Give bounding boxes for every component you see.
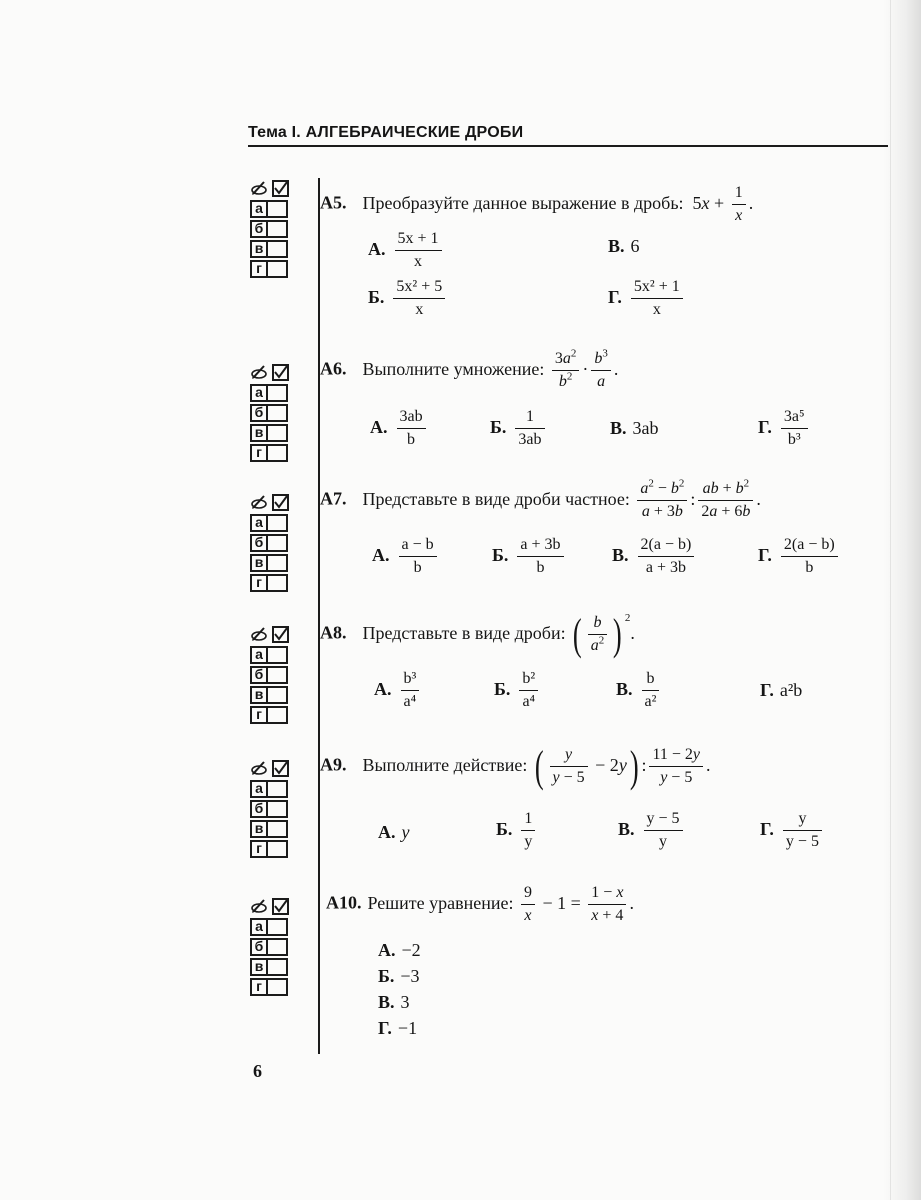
answer-box-g[interactable] (268, 840, 288, 858)
task-number: А5. (320, 192, 347, 213)
task-number: А7. (320, 488, 347, 509)
grid-letter-g: г (250, 574, 268, 592)
option-b: Б. $\frac{1}{3ab}$ (490, 406, 548, 451)
task-statement (320, 741, 711, 791)
option-a: А. −2 (378, 940, 421, 960)
grid-letter-v: в (250, 424, 268, 442)
answer-box-g[interactable] (268, 574, 288, 592)
grid-letter-b: б (250, 938, 268, 956)
answer-grid (250, 624, 300, 724)
header-divider (248, 145, 888, 147)
grid-letter-b: б (250, 534, 268, 552)
page-edge-shadow (883, 0, 921, 1200)
option-a: А. y (378, 822, 410, 842)
grid-letter-v: в (250, 240, 268, 258)
answer-grid (250, 362, 300, 462)
task-statement (320, 182, 753, 227)
task-expression: ( $\frac{b}{a^2}$ ) $^2$. (573, 609, 635, 659)
option-b: Б. $\frac{\text{b²}}{\text{a⁴}}$ (494, 668, 541, 713)
option-g: Г. $\frac{2(a - b)}{b}$ (758, 534, 841, 579)
option-b: Б. −3 (378, 966, 420, 986)
pen-icon (250, 493, 270, 511)
answer-box-g[interactable] (268, 706, 288, 724)
grid-letter-g: г (250, 978, 268, 996)
answer-box-v[interactable] (268, 424, 288, 442)
option-b: Б. $\frac{1}{y}$ (496, 808, 538, 853)
task-instruction: Преобразуйте данное выражение в дробь: (362, 192, 684, 213)
task-instruction: Представьте в виде дроби: (362, 622, 566, 643)
answer-box-a[interactable] (268, 646, 288, 664)
page-number: 6 (253, 1061, 262, 1081)
task-expression: 5x + $\frac{1}{x}$ . (688, 184, 754, 224)
option-v: В. $\frac{2(a - b)}{a + 3b}$ (612, 534, 697, 579)
grid-letter-v: в (250, 686, 268, 704)
grid-letter-a: а (250, 918, 268, 936)
task-statement (320, 348, 618, 393)
pen-icon (250, 179, 270, 197)
grid-letter-v: в (250, 958, 268, 976)
answer-box-b[interactable] (268, 220, 288, 238)
option-v: В. 6 (608, 236, 640, 256)
pen-icon (250, 363, 270, 381)
task-expression: $\frac{9}{x}$ − 1 = $\frac{1 - x}{x + 4}$ . (518, 893, 634, 913)
option-b: Б. $\frac{a + 3b}{b}$ (492, 534, 567, 579)
answer-box-a[interactable] (268, 384, 288, 402)
answer-box-g[interactable] (268, 978, 288, 996)
task-instruction: Выполните умножение: (362, 358, 545, 379)
task-instruction: Выполните действие: (362, 754, 528, 775)
answer-box-v[interactable] (268, 240, 288, 258)
task-number: А10. (326, 892, 362, 913)
grid-letter-a: а (250, 200, 268, 218)
checkbox-tick-icon (272, 626, 289, 643)
option-g: Г. $\frac{\text{3a⁵}}{\text{b³}}$ (758, 406, 811, 451)
grid-letter-b: б (250, 220, 268, 238)
grid-letter-b: б (250, 404, 268, 422)
answer-box-a[interactable] (268, 780, 288, 798)
option-g: Г. −1 (378, 1018, 418, 1038)
task-statement (320, 609, 635, 659)
answer-grid (250, 896, 300, 996)
option-a: А. $\frac{5x + 1}{x}$ (368, 228, 445, 273)
answer-box-b[interactable] (268, 534, 288, 552)
task-instruction: Решите уравнение: (367, 892, 514, 913)
grid-letter-v: в (250, 820, 268, 838)
grid-letter-b: б (250, 800, 268, 818)
answer-box-v[interactable] (268, 958, 288, 976)
task-number: А9. (320, 754, 347, 775)
task-expression: $\frac{a^2 - b^2}{a + 3b}$ : $\frac{ab + b^2}{2a + 6b}$ . (634, 489, 761, 509)
answer-grid (250, 758, 300, 858)
option-g: Г. a²b (760, 680, 803, 700)
answer-box-g[interactable] (268, 260, 288, 278)
answer-grid (250, 178, 300, 278)
answer-box-v[interactable] (268, 686, 288, 704)
checkbox-tick-icon (272, 898, 289, 915)
task-number: А6. (320, 358, 347, 379)
page-edge-line (890, 0, 891, 1200)
option-v: В. $\frac{b}{\text{a²}}$ (616, 668, 662, 713)
grid-letter-g: г (250, 706, 268, 724)
option-b: Б. $\frac{\text{5x² + 5}}{x}$ (368, 276, 448, 321)
checkbox-tick-icon (272, 494, 289, 511)
grid-letter-g: г (250, 840, 268, 858)
grid-letter-a: а (250, 384, 268, 402)
checkbox-tick-icon (272, 180, 289, 197)
option-v: В. $\frac{y - 5}{y}$ (618, 808, 686, 853)
answer-box-b[interactable] (268, 938, 288, 956)
option-a: А. $\frac{\text{b³}}{\text{a⁴}}$ (374, 668, 422, 713)
pen-icon (250, 625, 270, 643)
grid-letter-a: а (250, 514, 268, 532)
answer-box-a[interactable] (268, 918, 288, 936)
answer-box-v[interactable] (268, 820, 288, 838)
pen-icon (250, 759, 270, 777)
grid-letter-g: г (250, 444, 268, 462)
checkbox-tick-icon (272, 760, 289, 777)
option-a: А. $\frac{3ab}{b}$ (370, 406, 429, 451)
answer-box-a[interactable] (268, 200, 288, 218)
answer-box-b[interactable] (268, 404, 288, 422)
option-v: В. 3 (378, 992, 410, 1012)
option-v: В. 3ab (610, 418, 659, 438)
answer-box-g[interactable] (268, 444, 288, 462)
task-expression: ( $\frac{y}{y - 5}$ − 2y) : $\frac{11 - 2y}{y - 5}$ . (534, 741, 711, 791)
task-number: А8. (320, 622, 347, 643)
grid-letter-a: а (250, 780, 268, 798)
task-statement (320, 478, 761, 523)
answer-box-a[interactable] (268, 514, 288, 532)
grid-letter-a: а (250, 646, 268, 664)
answer-grid (250, 492, 300, 592)
task-instruction: Представьте в виде дроби частное: (362, 488, 630, 509)
checkbox-tick-icon (272, 364, 289, 381)
option-g: Г. $\frac{\text{5x² + 1}}{x}$ (608, 276, 686, 321)
grid-letter-g: г (250, 260, 268, 278)
option-a: А. $\frac{a - b}{b}$ (372, 534, 440, 579)
option-g: Г. $\frac{y}{y - 5}$ (760, 808, 825, 853)
answer-box-b[interactable] (268, 666, 288, 684)
answer-box-b[interactable] (268, 800, 288, 818)
page-title: Тема I. АЛГЕБРАИЧЕСКИЕ ДРОБИ (248, 124, 524, 141)
answer-box-v[interactable] (268, 554, 288, 572)
pen-icon (250, 897, 270, 915)
grid-letter-v: в (250, 554, 268, 572)
grid-letter-b: б (250, 666, 268, 684)
task-expression: $\frac{3a^2}{b^2}$ · $\frac{b^3}{a}$ . (549, 359, 619, 379)
task-statement (326, 882, 634, 927)
